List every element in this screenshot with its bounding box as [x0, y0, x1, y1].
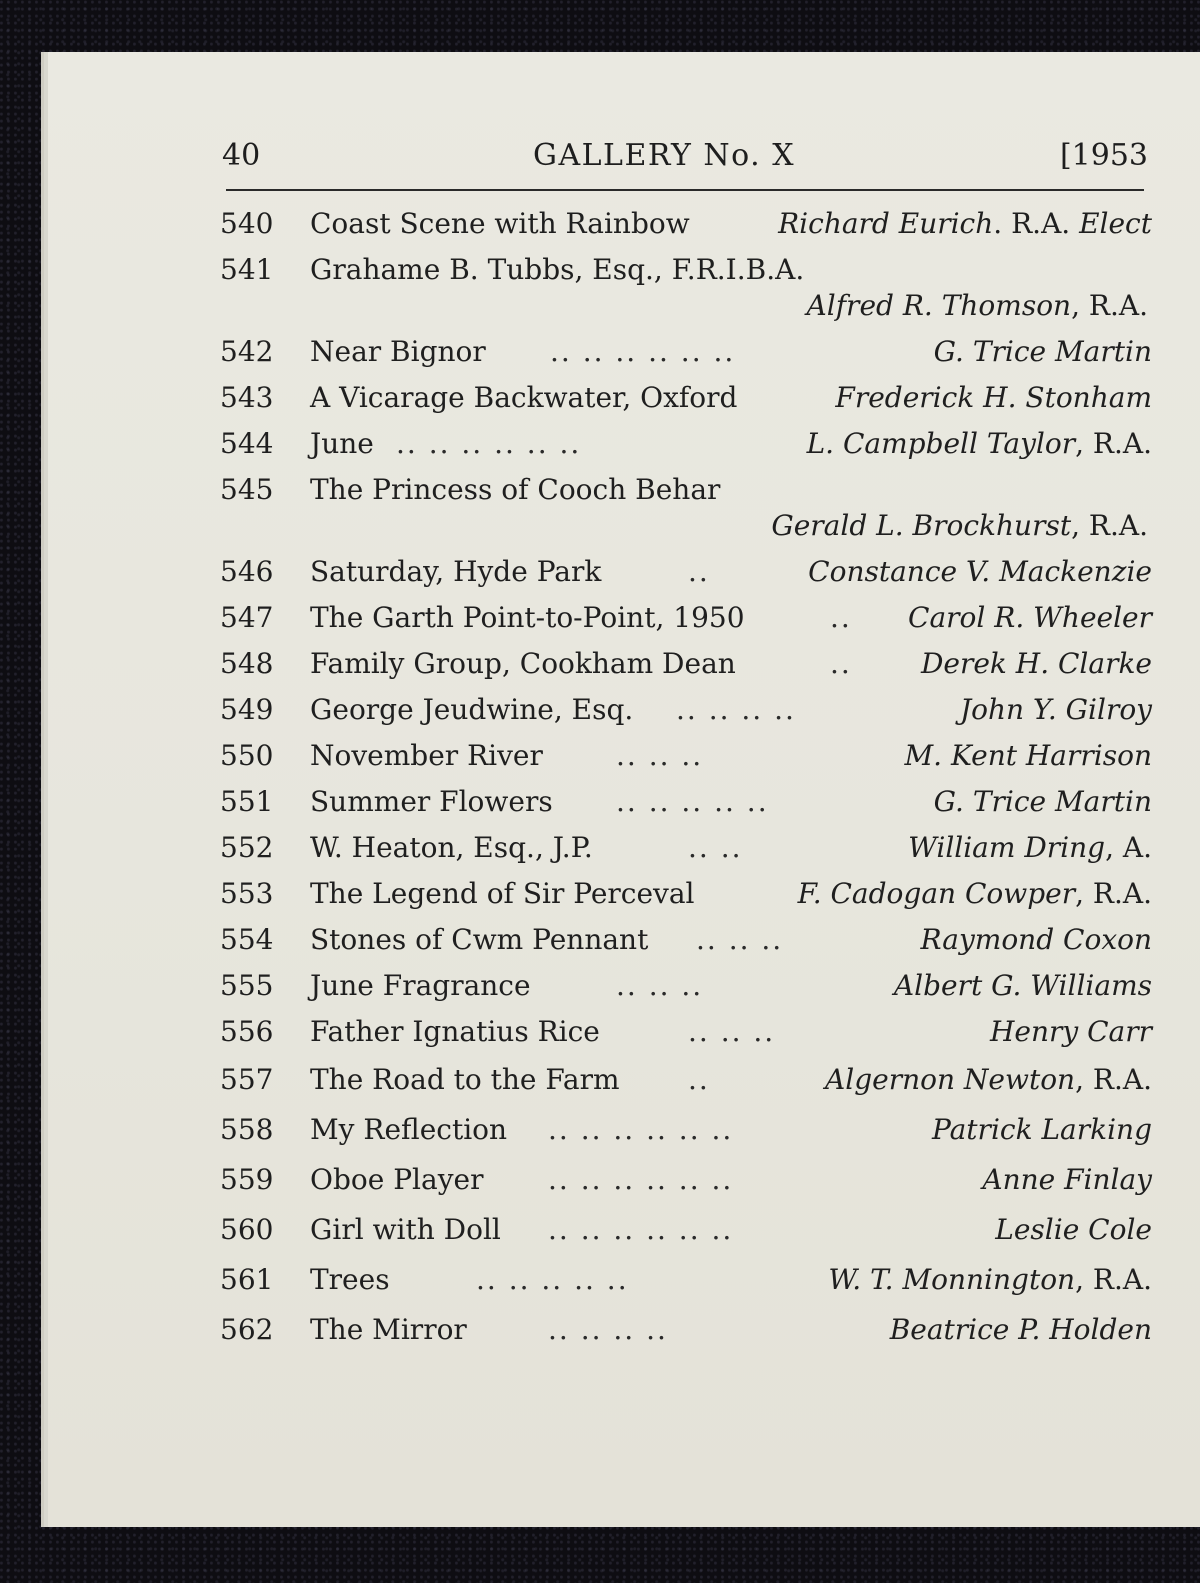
entry-artist: [905, 739, 1153, 772]
entry-artist: [890, 1313, 1152, 1346]
entry-number: 544: [220, 427, 274, 460]
entry-row: [220, 1063, 1152, 1103]
leader-dots: .. .. ..: [616, 739, 704, 772]
artist-name: John Y. Gilroy: [959, 693, 1152, 726]
artist-suffix: , R.A.: [1071, 509, 1148, 542]
leader-dots: .. .. .. .. .. ..: [548, 1113, 734, 1146]
entry-number: 558: [220, 1113, 274, 1146]
gallery-title: GALLERY No. X: [533, 138, 796, 173]
entry-number: 562: [220, 1313, 274, 1346]
entry-artist: [894, 969, 1152, 1002]
entry-title: Father Ignatius Rice: [310, 1015, 600, 1048]
entry-artist: [808, 555, 1152, 588]
leader-dots: ..: [830, 601, 852, 634]
entry-number: 545: [220, 473, 274, 506]
entry-row: [220, 923, 1152, 963]
entry-artist: [990, 1015, 1152, 1048]
entry-number: 557: [220, 1063, 274, 1096]
entry-artist: [921, 647, 1152, 680]
artist-name: Richard Eurich: [778, 207, 994, 240]
entry-row: [220, 647, 1152, 687]
artist-name: M. Kent Harrison: [904, 739, 1152, 772]
artist-suffix: , R.A.: [1075, 877, 1152, 910]
entry-artist: [798, 877, 1152, 910]
entry-artist: [960, 693, 1152, 726]
artist-name: Anne Finlay: [982, 1163, 1152, 1196]
artist-suffix: , R.A.: [1075, 427, 1152, 460]
entry-title: W. Heaton, Esq., J.P.: [310, 831, 593, 864]
entry-title: The Garth Point-to-Point, 1950: [310, 601, 745, 634]
artist-name: Constance V. Mackenzie: [808, 555, 1152, 588]
entry-number: 559: [220, 1163, 274, 1196]
artist-name: Henry Carr: [989, 1015, 1152, 1048]
artist-name: Beatrice P. Holden: [889, 1313, 1152, 1346]
entry-number: 548: [220, 647, 274, 680]
leader-dots: .. .. .. .. ..: [616, 785, 769, 818]
entry-row: [220, 1163, 1152, 1203]
entry-title: Family Group, Cookham Dean: [310, 647, 736, 680]
entry-number: 546: [220, 555, 274, 588]
entry-number: 552: [220, 831, 274, 864]
entry-row: [220, 785, 1152, 825]
entry-number: 541: [220, 253, 274, 286]
entry-title: A Vicarage Backwater, Oxford: [310, 381, 738, 414]
entry-row: [220, 1263, 1152, 1303]
entry-title: June: [310, 427, 374, 460]
artist-name: Derek H. Clarke: [920, 647, 1152, 680]
entry-artist: [932, 1113, 1152, 1146]
entry-artist: [825, 1063, 1152, 1096]
artist-name: Leslie Cole: [995, 1213, 1152, 1246]
entry-artist: [448, 289, 1148, 329]
entry-row: [220, 1015, 1152, 1055]
entry-title: Girl with Doll: [310, 1213, 501, 1246]
entry-number: 555: [220, 969, 274, 1002]
entry-title: The Mirror: [310, 1313, 467, 1346]
artist-name: G. Trice Martin: [933, 785, 1152, 818]
leader-dots: .. .. ..: [696, 923, 784, 956]
entry-row: [220, 1113, 1152, 1153]
artist-suffix: , R.A.: [1075, 1063, 1152, 1096]
entry-number: 556: [220, 1015, 274, 1048]
entry-title: Coast Scene with Rainbow: [310, 207, 690, 240]
entry-artist: [934, 335, 1152, 368]
entry-number: 553: [220, 877, 274, 910]
artist-name: Patrick Larking: [932, 1113, 1152, 1146]
entry-number: 550: [220, 739, 274, 772]
entry-title: My Reflection: [310, 1113, 508, 1146]
artist-name: Alfred R. Thomson: [806, 289, 1072, 322]
entry-title: George Jeudwine, Esq.: [310, 693, 634, 726]
entry-artist: [995, 1213, 1152, 1246]
entry-row: [220, 1213, 1152, 1253]
entry-row: [220, 427, 1152, 467]
entry-artist: [828, 1263, 1152, 1296]
entry-row: [220, 207, 1152, 247]
leader-dots: .. .. .. .. .. ..: [548, 1163, 734, 1196]
leader-dots: .. ..: [688, 831, 743, 864]
entry-title: The Road to the Farm: [310, 1063, 620, 1096]
entry-title: Near Bignor: [310, 335, 486, 368]
entry-number: 560: [220, 1213, 274, 1246]
entry-number: 543: [220, 381, 274, 414]
entry-artist: [778, 207, 1152, 240]
entry-title: The Princess of Cooch Behar: [310, 473, 721, 506]
artist-suffix: , A.: [1105, 831, 1152, 864]
entry-row: [220, 253, 1152, 293]
artist-suffix: , R.A.: [1071, 289, 1148, 322]
entry-title: The Legend of Sir Perceval: [310, 877, 695, 910]
entry-artist: [448, 509, 1148, 549]
leader-dots: .. .. ..: [616, 969, 704, 1002]
entry-row: [220, 693, 1152, 733]
leader-dots: .. .. .. .. .. ..: [396, 427, 582, 460]
entry-artist: [908, 831, 1152, 864]
entry-title: Saturday, Hyde Park: [310, 555, 602, 588]
leader-dots: .. .. .. .. ..: [476, 1263, 629, 1296]
entry-number: 551: [220, 785, 274, 818]
entry-title: June Fragrance: [310, 969, 531, 1002]
entry-number: 547: [220, 601, 274, 634]
entry-title: November River: [310, 739, 543, 772]
entry-row: [220, 1313, 1152, 1353]
entry-row: [220, 739, 1152, 779]
entry-title: Oboe Player: [310, 1163, 484, 1196]
entry-artist: [921, 923, 1152, 956]
artist-suffix-italic: Elect: [1079, 207, 1152, 240]
artist-name: F. Cadogan Cowper: [797, 877, 1076, 910]
entry-title: Grahame B. Tubbs, Esq., F.R.I.B.A.: [310, 253, 805, 286]
entry-row: [220, 969, 1152, 1009]
artist-name: L. Campbell Taylor: [806, 427, 1076, 460]
entry-row: [220, 473, 1152, 513]
entry-title: Summer Flowers: [310, 785, 553, 818]
leader-dots: .. .. .. ..: [676, 693, 796, 726]
entry-artist: [934, 785, 1152, 818]
artist-name: G. Trice Martin: [933, 335, 1152, 368]
artist-name: Albert G. Williams: [893, 969, 1152, 1002]
leader-dots: ..: [688, 1063, 710, 1096]
artist-name: Gerald L. Brockhurst: [771, 509, 1072, 542]
artist-name: William Dring: [908, 831, 1106, 864]
entry-number: 561: [220, 1263, 274, 1296]
entry-row: [220, 555, 1152, 595]
catalogue-year: [1953: [1059, 138, 1148, 173]
entry-artist: [835, 381, 1152, 414]
entry-number: 554: [220, 923, 274, 956]
leader-dots: .. .. .. ..: [548, 1313, 668, 1346]
artist-suffix: . R.A.: [993, 207, 1080, 240]
artist-name: Carol R. Wheeler: [908, 601, 1152, 634]
entry-title: Stones of Cwm Pennant: [310, 923, 649, 956]
leader-dots: .. .. ..: [688, 1015, 776, 1048]
artist-name: Algernon Newton: [825, 1063, 1076, 1096]
entry-artist: [982, 1163, 1152, 1196]
leader-dots: ..: [830, 647, 852, 680]
artist-name: Frederick H. Stonham: [835, 381, 1152, 414]
entry-number: 549: [220, 693, 274, 726]
leader-dots: .. .. .. .. .. ..: [548, 1213, 734, 1246]
entry-row: [220, 381, 1152, 421]
artist-name: Raymond Coxon: [920, 923, 1152, 956]
entry-title: Trees: [310, 1263, 390, 1296]
leader-dots: ..: [688, 555, 710, 588]
entry-number: 540: [220, 207, 274, 240]
entry-row: [220, 877, 1152, 917]
artist-name: W. T. Monnington: [828, 1263, 1076, 1296]
artist-suffix: , R.A.: [1075, 1263, 1152, 1296]
entry-row: [220, 831, 1152, 871]
entry-artist: [908, 601, 1152, 634]
entry-row: [220, 601, 1152, 641]
entry-number: 542: [220, 335, 274, 368]
entry-row: [220, 335, 1152, 375]
leader-dots: .. .. .. .. .. ..: [550, 335, 736, 368]
entry-artist: [807, 427, 1152, 460]
page-number: 40: [222, 138, 261, 173]
